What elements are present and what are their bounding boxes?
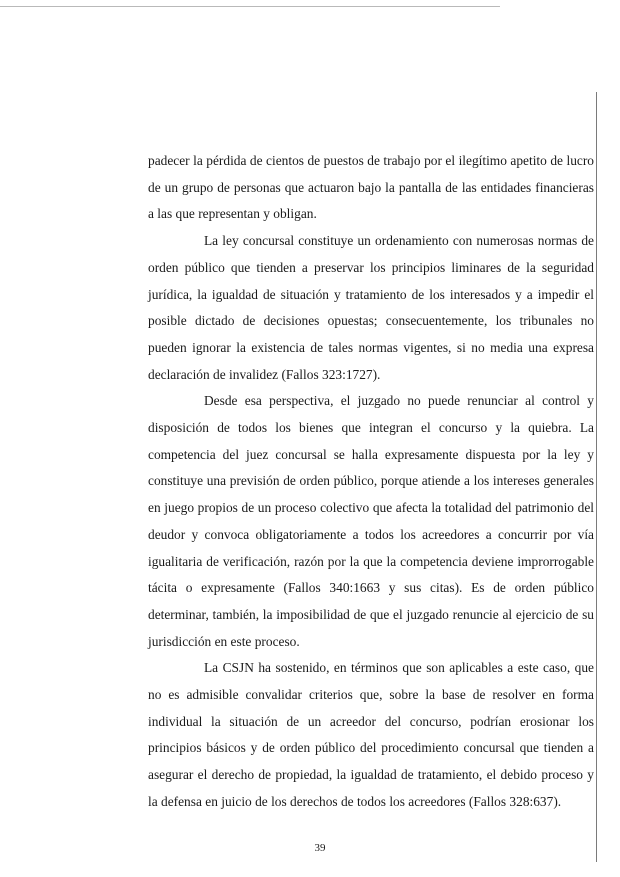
right-margin-line	[596, 92, 597, 862]
top-edge-line	[0, 6, 500, 7]
paragraph-3: Desde esa perspectiva, el juzgado no puede renunciar al control y disposición de todos los bienes que integran el concurso y la quiebra. La competencia del juez concursal se halla expresamente dispuesta por la ley y constituye una previsión de orden público, porque atiende a los intereses generales en juego propios de un proceso colectivo que afecta la totalidad del patrimonio del deudor y convoca obligatoriamente a todos los acreedores a concurrir por vía igualitaria de verificación, razón por la que la competencia deviene improrrogable tácita o expresamente (Fallos 340:1663 y sus citas). Es de orden público determinar, también, la imposibilidad de que el juzgado renuncie al ejercicio de su jurisdicción en este proceso.	[148, 393, 594, 649]
paragraph-4: La CSJN ha sostenido, en términos que son aplicables a este caso, que no es admisible convalidar criterios que, sobre la base de resolver en forma individual la situación de un acreedor del concurso, podrían erosionar los principios básicos y de orden público del procedimiento concursal que tienden a asegurar el derecho de propiedad, la igualdad de tratamiento, el debido proceso y la defensa en juicio de los derechos de todos los acreedores (Fallos 328:637).	[148, 660, 594, 809]
page-number: 39	[314, 842, 326, 854]
paragraph-1: padecer la pérdida de cientos de puestos de trabajo por el ilegítimo apetito de lucro de un grupo de personas que actuaron bajo la pantalla de las entidades financieras a las que representan y obligan.	[148, 153, 594, 222]
paragraph-2: La ley concursal constituye un ordenamiento con numerosas normas de orden público que tienden a preservar los principios liminares de la seguridad jurídica, la igualdad de situación y tratamiento de los interesados y a impedir el posible dictado de decisiones opuestas; consecuentemente, los tribunales no pueden ignorar la existencia de tales normas vigentes, si no media una expresa declaración de invalidez (Fallos 323:1727).	[148, 233, 594, 382]
body-text	[148, 148, 594, 816]
